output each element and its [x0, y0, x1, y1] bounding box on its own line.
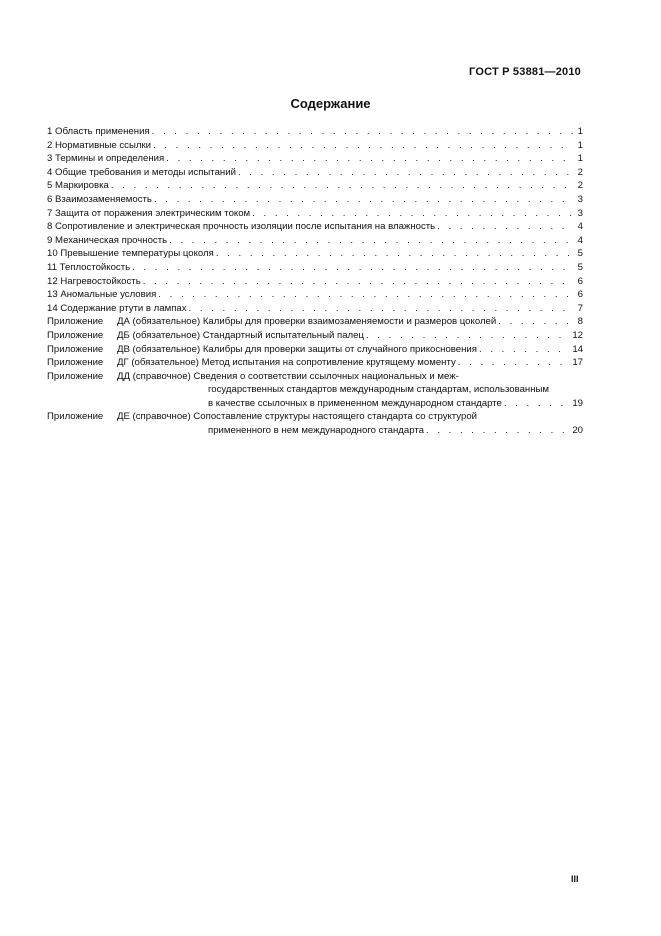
leader-dots: [238, 166, 573, 180]
toc-entry[interactable]: [47, 220, 583, 234]
leader-dots: [437, 220, 573, 234]
appendix-prefix: Приложение: [47, 343, 104, 355]
toc-entry-page: 6: [577, 275, 583, 287]
toc-entry-page: 5: [577, 261, 583, 273]
toc-entry[interactable]: [47, 125, 583, 139]
appendix-title: ДГ (обязательное) Метод испытания на сопротивление крутящему моменту: [117, 357, 456, 369]
appendix-page: 14: [572, 343, 583, 355]
toc-entry-label: 12 Нагревостойкость: [47, 275, 141, 287]
toc-entry-page: 3: [577, 207, 583, 219]
toc-entry-page: 1: [577, 153, 583, 165]
table-of-contents: [47, 125, 583, 438]
appendix-entry[interactable]: [47, 356, 583, 370]
appendix-title-continued: примененного в нем международного стандарта: [208, 425, 424, 437]
toc-entry[interactable]: [47, 261, 583, 275]
leader-dots: [366, 329, 570, 343]
toc-entry-label: 13 Аномальные условия: [47, 289, 157, 301]
leader-dots: [153, 139, 573, 153]
appendix-entry[interactable]: [47, 315, 583, 329]
leader-dots: [252, 207, 573, 221]
leader-dots: [143, 275, 573, 289]
appendix-entry[interactable]: [47, 410, 583, 437]
appendix-title: ДЕ (справочное) Сопоставление структуры настоящего стандарта со структурой: [117, 411, 478, 423]
leader-dots: [189, 302, 573, 316]
toc-entry-page: 3: [577, 193, 583, 205]
toc-entry-page: 4: [577, 221, 583, 233]
page-number: III: [571, 874, 579, 884]
toc-entry-label: 6 Взаимозаменяемость: [47, 193, 152, 205]
toc-entry-page: 2: [577, 166, 583, 178]
toc-entry[interactable]: [47, 166, 583, 180]
toc-entry-label: 9 Механическая прочность: [47, 234, 168, 246]
toc-entry-label: 3 Термины и определения: [47, 153, 165, 165]
leader-dots: [154, 193, 573, 207]
appendix-prefix: Приложение: [47, 370, 104, 382]
leader-dots: [479, 343, 570, 357]
appendix-page: 8: [577, 316, 583, 328]
leader-dots: [169, 234, 573, 248]
leader-dots: [158, 288, 573, 302]
toc-title: Содержание: [290, 96, 371, 111]
appendix-entry[interactable]: [47, 343, 583, 357]
toc-entry-page: 1: [577, 139, 583, 151]
toc-entry-page: 7: [577, 302, 583, 314]
toc-entry-page: 4: [577, 234, 583, 246]
toc-entry[interactable]: [47, 139, 583, 153]
leader-dots: [152, 125, 573, 139]
toc-entry-label: 7 Защита от поражения электрическим током: [47, 207, 251, 219]
leader-dots: [458, 356, 571, 370]
toc-entry[interactable]: [47, 302, 583, 316]
toc-entry-label: 4 Общие требования и методы испытаний: [47, 166, 236, 178]
appendix-page: 20: [572, 425, 583, 437]
toc-entry[interactable]: [47, 234, 583, 248]
leader-dots: [111, 179, 573, 193]
toc-entry-page: 2: [577, 180, 583, 192]
toc-entry-page: 6: [577, 289, 583, 301]
appendix-page: 19: [572, 397, 583, 409]
appendix-title: ДВ (обязательное) Калибры для проверки защиты от случайного прикосновения: [117, 343, 477, 355]
appendix-prefix: Приложение: [47, 316, 104, 328]
toc-entry[interactable]: [47, 275, 583, 289]
toc-entry-label: 14 Содержание ртути в лампах: [47, 302, 187, 314]
leader-dots: [504, 397, 571, 411]
toc-entry-page: 5: [577, 248, 583, 260]
appendix-prefix: Приложение: [47, 411, 104, 423]
toc-entry-page: 1: [577, 126, 583, 137]
toc-entry[interactable]: [47, 247, 583, 261]
toc-entry[interactable]: [47, 193, 583, 207]
appendix-title: ДБ (обязательное) Стандартный испытательный палец: [117, 329, 364, 341]
toc-entry[interactable]: [47, 207, 583, 221]
toc-entry-label: 2 Нормативные ссылки: [47, 139, 152, 151]
appendix-page: 17: [572, 357, 583, 369]
appendix-prefix: Приложение: [47, 357, 104, 369]
toc-entry[interactable]: [47, 179, 583, 193]
toc-entry-label: 8 Сопротивление и электрическая прочность изоляции после испытания на влажность: [47, 221, 436, 233]
appendix-entry[interactable]: [47, 329, 583, 343]
leader-dots: [498, 315, 573, 329]
appendix-title: ДД (справочное) Сведения о соответствии ссылочных национальных и меж-: [117, 370, 459, 382]
document-code: ГОСТ Р 53881—2010: [469, 66, 581, 78]
toc-entry-label: 1 Область применения: [47, 126, 150, 137]
toc-entry[interactable]: [47, 288, 583, 302]
appendix-prefix: Приложение: [47, 329, 104, 341]
leader-dots: [166, 152, 573, 166]
appendix-page: 12: [572, 329, 583, 341]
leader-dots: [426, 424, 570, 438]
appendix-title-continued: в качестве ссылочных в примененном международном стандарте: [208, 397, 502, 409]
leader-dots: [216, 247, 573, 261]
leader-dots: [132, 261, 573, 275]
appendix-entry[interactable]: [47, 370, 583, 411]
toc-entry-label: 5 Маркировка: [47, 180, 109, 192]
appendix-title-continued: государственных стандартов международным стандартам, использованным: [208, 384, 550, 396]
appendix-title: ДА (обязательное) Калибры для проверки взаимозаменяемости и размеров цоколей: [117, 316, 497, 328]
toc-entry-label: 10 Превышение температуры цоколя: [47, 248, 214, 260]
toc-entry-label: 11 Теплостойкость: [47, 261, 131, 273]
toc-entry[interactable]: [47, 152, 583, 166]
